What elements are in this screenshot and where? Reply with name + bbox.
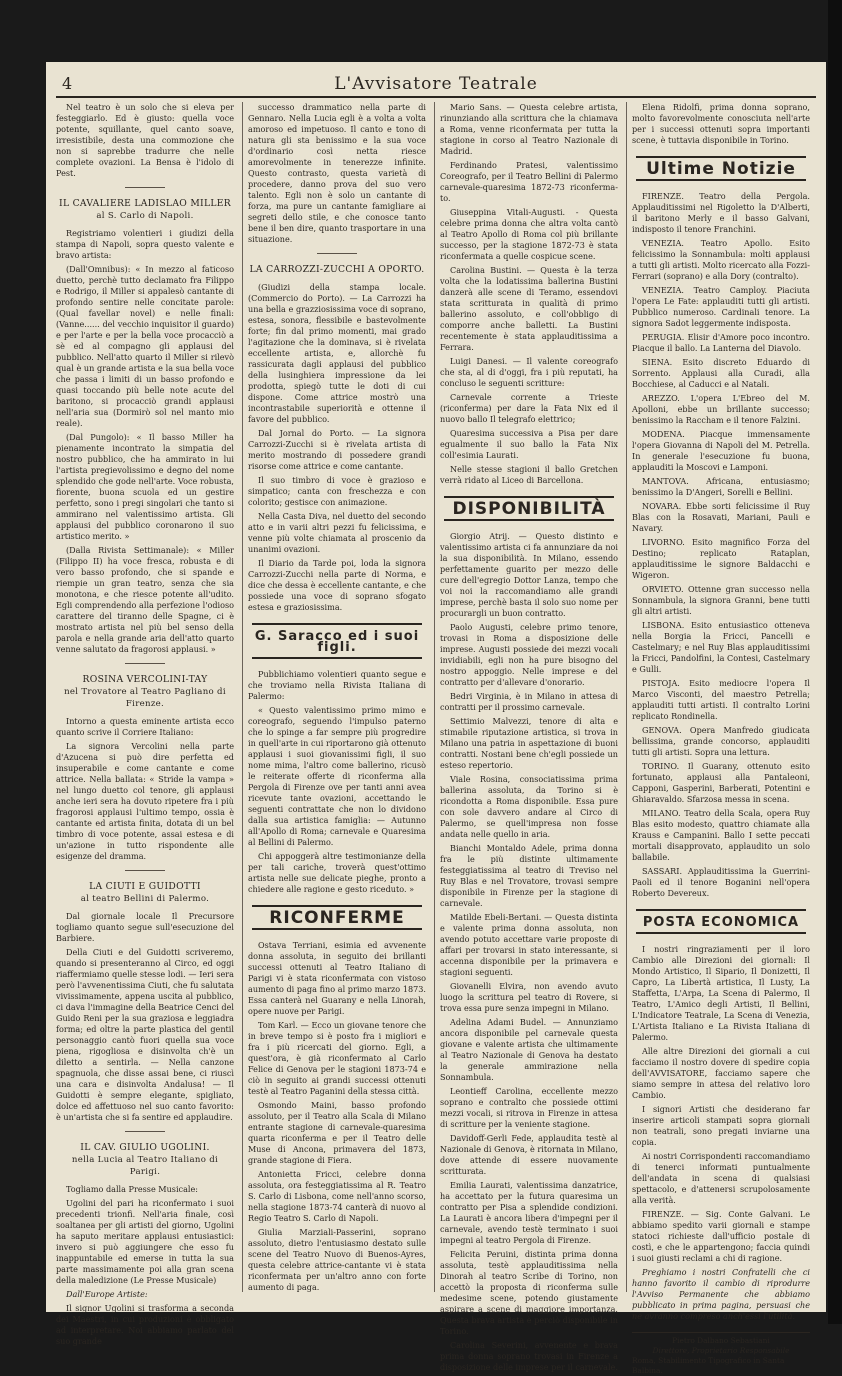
separator [125, 1131, 165, 1132]
article-paragraph: Osmondo Maini, basso profondo assoluto, per il Teatro alla Scala di Milano entrante stagione di carnevale-quaresima quarta riconferma e per il Teatro delle Muse di Ancona, primavera del 1873, grande stagione di Fiera. [248, 1100, 426, 1165]
article-paragraph: Tom Karl. — Ecco un giovane tenore che in breve tempo si è posto fra i migliori e fra i più ricercati del giorno. Egli, a quest'ora, è già riconfermato al Carlo Felice di Genova per le stagioni 1873-74 e ciò in seguito ai grandi successi ottenuti testè al Teatro Paganini della stessa città. [248, 1020, 426, 1096]
news-item: VENEZIA. Teatro Camploy. Piaciuta l'opera Le Fate: applauditi tutti gli artisti. Pubblico numeroso. Cardinali tenore. La signora Sadot leggermente indisposta. [632, 285, 810, 328]
article-paragraph: Luigi Danesi. — Il valente coreografo che sta, al di d'oggi, fra i più reputati, ha concluso le seguenti scritture: [440, 356, 618, 388]
section-title-posta-economica: POSTA ECONOMICA [636, 909, 806, 934]
column-3 [440, 102, 618, 1372]
article-paragraph: Viale Rosina, consociatissima prima ballerina assoluta, da Torino si è ricondotta a Roma disponibile. Essa pure con sole davvero andare al Circo di Palermo, se quell'impresa non fosse andata nelle quello in aria. [440, 774, 618, 839]
section-title-saracco: G. Saracco ed i suoi figli. [252, 623, 422, 659]
article-paragraph: Giorgio Atrij. — Questo distinto e valentissimo artista ci fa annunziare da noi la sua disponibilità. In Milano, essendo perfettamente guarito per mezzo delle cure dell'egregio Dottor Lanza, tempo che voi noi la raccomandiamo alle grandi imprese, perchè basta il solo suo nome per procurargli un buon contratto. [440, 531, 618, 618]
article-paragraph: Mario Sans. — Questa celebre artista, rinunziando alla scrittura che la chiamava a Roma, venne riconfermata per tutta la stagione in corso al Teatro Nazionale di Madrid. [440, 102, 618, 156]
article-paragraph: I nostri ringraziamenti per il loro Cambio alle Direzioni dei giornali: Il Mondo Artistico, Il Sipario, Il Donizetti, Il Capro, La Libertà artistica, Il Lusty, La Staffetta, L'Arpa, La Scena di Palermo, Il Teatro, L'Amico degli Artisti, Il Bellini, L'Indicatore Teatrale, La Scena di Venezia, L'Artista Italiano e La Rivista Italiana di Palermo. [632, 944, 810, 1042]
article-heading [56, 674, 234, 710]
article-paragraph: (Dal Pungolo): « Il basso Miller ha pienamente incontrato la simpatia del nostro pubblico, che ha ammirato in lui l'artista pregievolissimo e degno del nome splendido che gode nell'arte. Voce robusta, fiorente, buona scuola ed un gestire perfetto, sono i pregi singolari che tanto si ammirano nel valentissimo artista. Gli applausi del pubblico coronarono il suo artistico merito. » [56, 432, 234, 541]
article-paragraph: Preghiamo i nostri Confratelli che ci hanno favorito il cambio di riprodurre l'Avviso Permanente che abbiamo pubblicato in prima pagina, persuasi che ne avranno compreso anch'essi l'utilità. [632, 1267, 810, 1321]
footer-printer: Roma, Stabilimento Tipografico in Santa Balbina. [632, 1356, 785, 1375]
heading-title: ROSINA VERCOLINI-TAY [82, 674, 208, 685]
article-paragraph: Intorno a questa eminente artista ecco quanto scrive il Corriere Italiano: [56, 716, 234, 737]
article-paragraph: Bianchi Montaldo Adele, prima donna fra le più distinte ultimamente festeggiatissima al teatro di Treviso nel Ruy Blas e nel Trovatore, trovasi sempre disponibile in Firenze per la stagione di carnevale. [440, 843, 618, 908]
section-title-ultime-notizie: Ultime Notizie [636, 156, 806, 181]
news-item: LIVORNO. Esito magnifico Forza del Destino; replicato Rataplan, applauditissime le signore Baldacchi e Wigeron. [632, 537, 810, 580]
article-paragraph: Della Ciuti e del Guidotti scriveremo, quando si presenteranno al Circo, ed oggi riaffermiamo quelle stesse lodi. — Ieri sera però l'avvenentissima Ciuti, che fu salutata vivissimamente, appena uscita al pubblico, ci dava l'immagine della Beatrice Cenci del Guido Reni per la sua graziosa e leggiadra forma; ed oltre la parte plastica del gentil personaggio cantò fuori quella sua voce piena, rigogliosa e disinvolta ch'è un diletto a sentirla. — Nella canzone spagnuola, che disse assai bene, ci riuscì una cara e disinvolta Andalusa! — Il Guidotti è sempre elegante, spigliato, dolce ed affettuoso nel suo canto favorito: è un'artista che si fa sentire ed applaudire. [56, 947, 234, 1122]
article-paragraph: Felicita Peruini, distinta prima donna assoluta, testè applauditissima nella Dinorah al teatro Scribe di Torino, non accettò la proposta di riconferma sulle medesime scene, potendo giustamente aspirare a scene di maggiore importanza. Questa brava artista è perciò disponibile in Torino. [440, 1249, 618, 1336]
article-paragraph: Antonietta Fricci, celebre donna assoluta, ora festeggiatissima al R. Teatro S. Carlo di Lisbona, come nell'anno scorso, nella stagione 1873-74 canterà di nuovo al Regio Teatro S. Carlo di Napoli. [248, 1169, 426, 1223]
article-paragraph: Carnevale corrente a Trieste (riconferma) per dare la Fata Nix ed il nuovo ballo Il telegrafo elettrico; [440, 392, 618, 424]
article-paragraph: Nel teatro è un solo che si eleva per festeggiarlo. Ed è giusto: quella voce potente, squillante, quel canto soave, irresistibile, desta una commozione che non si saprebbe tradurre che nelle complete ovazioni. La Bensa è l'idolo di Pest. [56, 102, 234, 178]
header-rule [56, 96, 816, 98]
news-item: SASSARI. Applauditissima la Guerrini-Paoli ed il tenore Boganini nell'opera Roberto Devereux. [632, 866, 810, 898]
article-paragraph: Leontieff Carolina, eccellente mezzo soprano e contralto che possiede ottimi mezzi vocali, si ritrova in Firenze in attesa di scritture per la veniente stagione. [440, 1086, 618, 1129]
heading-title: LA CIUTI E GUIDOTTI [89, 881, 201, 892]
heading-subtitle: al teatro Bellini di Palermo. [80, 894, 210, 904]
article-paragraph: Pubblichiamo volentieri quanto segue e che troviamo nella Rivista Italiana di Palermo: [248, 669, 426, 701]
masthead-title: L'Avvisatore Teatrale [334, 74, 538, 94]
article-paragraph: Carolina Severini, avvenente e brava prima donna soprano trovasi in Firenze a disposizione delle imprese per il carnevale. [440, 1340, 618, 1372]
article-paragraph: Bedri Virginia, è in Milano in attesa di contratti per il prossimo carnevale. [440, 691, 618, 712]
article-heading [56, 1142, 234, 1178]
news-item: GENOVA. Opera Manfredo giudicata bellissima, grande concorso, applauditi tutti gli artisti. Sopra una lettura. [632, 725, 810, 757]
column-4 [632, 102, 810, 1375]
news-item: MILANO. Teatro della Scala, opera Ruy Blas esito modesto, quattro chiamate alla Krauss e Campanini. Ballo I sette peccati mortali disapprovato, applaudito un solo ballabile. [632, 808, 810, 862]
article-heading [56, 881, 234, 905]
footer-editor: Pietro Dalbano Sebastiani [672, 1336, 770, 1345]
article-paragraph: Settimio Malvezzi, tenore di alta e stimabile riputazione artistica, si trova in Milano una patria in aspettazione di buoni contratti. Nostani bene ch'egli possiede un esteso repertorio. [440, 716, 618, 770]
news-item: SIENA. Esito discreto Eduardo di Sorrento. Applausi alla Curadi, alla Bocchiese, al Caducci e al Natali. [632, 357, 810, 389]
article-paragraph: Il Diario da Tarde poi, loda la signora Carrozzi-Zucchi nella parte di Norma, e dice che dessa è eccellente cantante, e che possiede una voce di soprano sfogato estesa e graziosissima. [248, 558, 426, 612]
article-paragraph: Dal giornale locale Il Precursore togliamo quanto segue sull'esecuzione del Barbiere. [56, 911, 234, 943]
heading-title: IL CAVALIERE LADISLAO MILLER [59, 198, 231, 209]
article-paragraph: FIRENZE. — Sig. Conte Galvani. Le abbiamo spedito varii giornali e stampe statoci richieste dall'ufficio postale di costì, e che le appartengono; faccia quindi i suoi giusti reclami a chi di ragione. [632, 1209, 810, 1263]
heading-title: IL CAV. GIULIO UGOLINI. [80, 1142, 210, 1153]
article-paragraph: « Questo valentissimo primo mimo e coreografo, seguendo l'impulso paterno che lo spinge a far sempre più progredire in quell'arte in cui riportarono già ottenuto applausi i suoi giovanissimi figli, il suo nome mima, l'altro come ballerino, ricusò le reiterate offerte di riconferma alla Pergola di Firenze ove per tanti anni avea ricevute tante ovazioni, accettando le seguenti contrattate che non lo dividono dalla sua artistica famiglia: — Autunno all'Apollo di Roma; carnevale e Quaresima al Bellini di Palermo. [248, 705, 426, 847]
article-paragraph: Ostava Terriani, esimia ed avvenente donna assoluta, in seguito dei brillanti successi ottenuti al Teatro Italiano di Parigi vi è stata riconfermata con vistoso aumento di paga fino al primo marzo 1873. Essa canterà nel Guarany e nella Linorah, opere nuove per Parigi. [248, 940, 426, 1016]
column-2 [248, 102, 426, 1292]
column-1 [56, 102, 234, 1346]
article-heading [56, 198, 234, 222]
news-item: NOVARA. Ebbe sorti felicissime il Ruy Blas con la Rosavati, Mariani, Pauli e Navary. [632, 501, 810, 533]
separator [125, 663, 165, 664]
heading-subtitle: nella Lucia al Teatro Italiano di Parigi. [71, 1155, 219, 1177]
heading-subtitle: al S. Carlo di Napoli. [96, 211, 194, 221]
article-paragraph: I signori Artisti che desiderano far inserire articoli stampati sopra giornali non teatrali, sono pregati inviarne una copia. [632, 1104, 810, 1147]
article-paragraph: Emilia Laurati, valentissima danzatrice, ha accettato per la futura quaresima un contratto per Pisa a splendide condizioni. La Laurati è ancora libera d'impegni per il carnevale, avendo testè terminato i suoi impegni al teatro Pergola di Firenze. [440, 1180, 618, 1245]
page-footer [632, 1332, 810, 1376]
separator [317, 253, 357, 254]
newspaper-page [46, 62, 826, 1375]
article-paragraph: Registriamo volentieri i giudizi della stampa di Napoli, sopra questo valente e bravo artista: [56, 228, 234, 260]
news-item: VENEZIA. Teatro Apollo. Esito felicissimo la Sonnambula: molti applausi a tutti gli artisti. Molto ricercato alla Fozzi-Ferrari (soprano) e alla Dory (contralto). [632, 238, 810, 281]
news-item: PISTOJA. Esito mediocre l'opera Il Marco Visconti, del maestro Petrella; applauditi tutti artisti. Il contralto Lorini replicato Rondinella. [632, 678, 810, 721]
article-paragraph: Dal Jornal do Porto. — La signora Carrozzi-Zucchi si è rivelata artista di merito mostrando di possedere grandi risorse come attrice e come cantante. [248, 428, 426, 471]
separator [125, 187, 165, 188]
news-item: LISBONA. Esito entusiastico otteneva nella Borgia la Fricci, Pancelli e Castelmary; e nel Ruy Blas applauditissimi la Fricci, Pandolfini, la Contesi, Castelmary e Gulli. [632, 620, 810, 674]
article-paragraph: (Giudizi della stampa locale. (Commercio do Porto). — La Carrozzi ha una bella e grazziosissima voce di soprano, estesa, sonora, flessibile e bastevolmente forte; fin dal primo momenti, mai grado l'agitazione che la dominava, si è rivelata eccellente artista, e, allorchè fu rassicurata dagli applausi del pubblico della lusinghiera impressione da lei prodotta, spiegò tutte le doti di cui dispone. Come attrice mostrò una incontrastabile superiorità e ottenne il favore del pubblico. [248, 282, 426, 424]
scan-edge [828, 0, 842, 1324]
news-item: PERUGIA. Elisir d'Amore poco incontro. Piacque il ballo. La Lanterna del Diavolo. [632, 332, 810, 353]
article-paragraph: Giovanelli Elvira, non avendo avuto luogo la scrittura pel teatro di Rovere, si trova essa pure senza impegni in Milano. [440, 981, 618, 1013]
news-item: FIRENZE. Teatro della Pergola. Applauditissimi nel Rigoletto la D'Alberti, il baritono Merly e il basso Galvani, indisposto il tenore Franchini. [632, 191, 810, 234]
article-paragraph: Carolina Bustini. — Questa è la terza volta che la lodatissima ballerina Bustini danzerà alle scene di Teramo, essendovi stata scritturata in qualità di primo ballerino assoluto, e coll'obbligo di comporre anche balletti. La Bustini recentemente è stata applauditissima a Ferrara. [440, 265, 618, 352]
article-paragraph: (Dall'Omnibus): « In mezzo al faticoso duetto, perchè tutto declamato fra Filippo e Rodrigo, il Miller si appalesò cantante di profondo sentire nelle concitate parole: (Qual favellar novel) e nelle finali: (Vanne...... del vecchio inquisitor il guardo) e per l'arte e per la bella voce procacciò a sè ed al compagno gli applausi del pubblico. Nell'atto quarto il Miller si rilevò qual è un grande artista e la sua bella voce che passa i limiti di un basso profondo e quasi toccando più belle note acute del baritono, si procacciò grandi applausi nell'aria sua (Dormirò sol nel manto mio reale). [56, 264, 234, 428]
footer-role: Direttore, Proprietario Responsabile [652, 1346, 790, 1355]
article-paragraph: Davidoff-Gerli Fede, applaudita testè al Nazionale di Genova, è ritornata in Milano, dove attende di essere nuovamente scritturata. [440, 1133, 618, 1176]
article-paragraph: Nella Casta Diva, nel duetto del secondo atto e in varii altri pezzi fu felicissima, e venne più volte chiamata al proscenio da unanimi ovazioni. [248, 511, 426, 554]
news-item: TORINO. Il Guarany, ottenuto esito fortunato, applausi alla Pantaleoni, Capponi, Gasperini, Barberati, Potentini e Ghiaravaldo. Sfarzosa messa in scena. [632, 761, 810, 804]
news-item: MODENA. Piacque immensamente l'opera Giovanna di Napoli del M. Petrella. In generale l'esecuzione fu buona, applauditi la Moscovi e Lamponi. [632, 429, 810, 472]
article-heading: LA CARROZZI-ZUCCHI A OPORTO. [249, 264, 425, 275]
article-paragraph: Matilde Ebeli-Bertani. — Questa distinta e valente prima donna assoluta, non avendo potuto accettare varie proposte di affari per trovarsi in stato interessante, si accenna disponibile per la primavera e stagioni seguenti. [440, 912, 618, 977]
page-header [56, 70, 816, 96]
news-item: MANTOVA. Africana, entusiasmo; benissimo la D'Angeri, Sorelli e Bellini. [632, 476, 810, 497]
article-paragraph: successo drammatico nella parte di Gennaro. Nella Lucia egli è a volta a volta amoroso ed impetuoso. Il canto e tono di natura gli sta benissimo e la sua voce d'ordinario così netta riesce amorevolmente in tenerezze infinite. Questo contrasto, questa varietà di procedere, danno prova del suo vero talento. Egli non è solo un cantante di forza, ma pure un cantante famigliare ai segreti dello stile, e che conosce tanto bene il ben dire, quanto trasportare in una situazione. [248, 102, 426, 244]
article-paragraph: Elena Ridolfi, prima donna soprano, molto favorevolmente conosciuta nell'arte per i successi ottenuti sopra importanti scene, è tuttavia disponibile in Torino. [632, 102, 810, 145]
news-item: ORVIETO. Ottenne gran successo nella Sonnambula, la signora Granni, bene tutti gli altri artisti. [632, 584, 810, 616]
article-paragraph: Ferdinando Pratesi, valentissimo Coreografo, per il Teatro Bellini di Palermo carnevale-quaresima 1872-73 riconferma-to. [440, 160, 618, 203]
article-paragraph: Alle altre Direzioni dei giornali a cui facciamo il nostro dovere di spedire copia dell'AVVISATORE, facciamo sapere che siamo sempre in attesa del relativo loro Cambio. [632, 1046, 810, 1100]
article-paragraph: La signora Vercolini nella parte d'Azucena si può dire perfetta ed insuperabile e come cantante e come attrice. Nella ballata: « Stride la vampa » nel lungo duetto col tenore, gli applausi anche ieri sera ha dovuto ripetere fra i più fragorosi applausi l'ultimo tempo, ossia è cantante ed artista finita, dotata di un bel timbro di voce potente, assai estesa e di un'azione in tutto rispondente alle esigenze del dramma. [56, 741, 234, 861]
heading-subtitle: nel Trovatore al Teatro Pagliano di Firenze. [64, 687, 226, 709]
article-paragraph: Il signor Ugolini si trasforma a seconda dei Maestri, in cui produzioni è obbligato ad interpretare. Noi abbiamo parlato del suo grande [56, 1303, 234, 1346]
article-paragraph: Ugolini del pari ha riconfermato i suoi precedenti trionfi. Nell'aria finale, così soaltanea per gli artisti del giorno, Ugolini ha saputo meritare applausi entusiastici: invero si può aggiungere che esso fu inappuntabile ed emerse in tutta la sua parte massimamente poi alla gran scena della maledizione (Le Presse Musicale) [56, 1198, 234, 1285]
page-number: 4 [62, 74, 73, 93]
article-paragraph: Ai nostri Corrispondenti raccomandiamo di tenerci informati puntualmente dell'andata in scena di qualsiasi spettacolo, e d'attenersi scrupolosamente alla verità. [632, 1151, 810, 1205]
article-paragraph: Il suo timbro di voce è grazioso e simpatico; canta con freschezza e con colorito; gestisce con animazione. [248, 475, 426, 507]
article-paragraph: Dall'Europe Artiste: [66, 1289, 148, 1299]
news-item: AREZZO. L'opera L'Ebreo del M. Apolloni, ebbe un brillante successo; benissimo la Raccham e il tenore Falzini. [632, 393, 810, 425]
section-title-riconferme: RICONFERME [252, 905, 422, 930]
article-paragraph: Paolo Augusti, celebre primo tenore, trovasi in Roma a disposizione delle imprese. Augusti possiede dei mezzi vocali invidiabili, egli non ha pure bisogno del nostro appoggio. Nelle imprese e del contratto per d'allevare d'onorario. [440, 622, 618, 687]
article-paragraph: Chi appoggerà altre testimonianze della per tali cariche, troverà quest'ottimo artista nelle sue delicate pieghe, pronto a chiedere alle ragione e gesto riceduto. » [248, 851, 426, 894]
article-paragraph: (Dalla Rivista Settimanale): « Miller (Filippo II) ha voce fresca, robusta e di vero basso profondo, che si spande e riempie un gran teatro, senza che sia monotona, e che riesce potente all'udito. Egli comprendendo alla perfezione l'odioso carattere del tiranno delle Spagne, ci è mostrato artista nel più bel senso della parola e nella grande aria dell'atto quarto venne salutato da fragorosi applausi. » [56, 545, 234, 654]
separator [125, 870, 165, 871]
article-paragraph: Quaresima successiva a Pisa per dare egualmente il suo ballo la Fata Nix coll'esimia Laurati. [440, 428, 618, 460]
article-paragraph: Giuseppina Vitali-Augusti. - Questa celebre prima donna che altra volta cantò al Teatro Apollo di Roma col più brillante successo, per la stagione 1872-73 è stata riconfermata a quelle cospicue scene. [440, 207, 618, 261]
section-title-disponibilita: DISPONIBILITÀ [444, 496, 614, 521]
article-paragraph: Nelle stesse stagioni il ballo Gretchen verrà ridato al Liceo di Barcellona. [440, 464, 618, 485]
article-paragraph: Adelina Adami Budel. — Annunziamo ancora disponibile pel carnevale questa giovane e valente artista che ultimamente al Teatro Nazionale di Genova ha destato la generale ammirazione nella Sonnambula. [440, 1017, 618, 1082]
article-paragraph: Giulia Marziali-Passerini, soprano assoluto, dietro l'entusiasmo destato sulle scene del Teatro Nuovo di Buenos-Ayres, questa celebre attrice-cantante vi è stata riconfermata per un'altro anno con forte aumento di paga. [248, 1227, 426, 1292]
article-paragraph: Togliamo dalla Presse Musicale: [66, 1184, 199, 1194]
